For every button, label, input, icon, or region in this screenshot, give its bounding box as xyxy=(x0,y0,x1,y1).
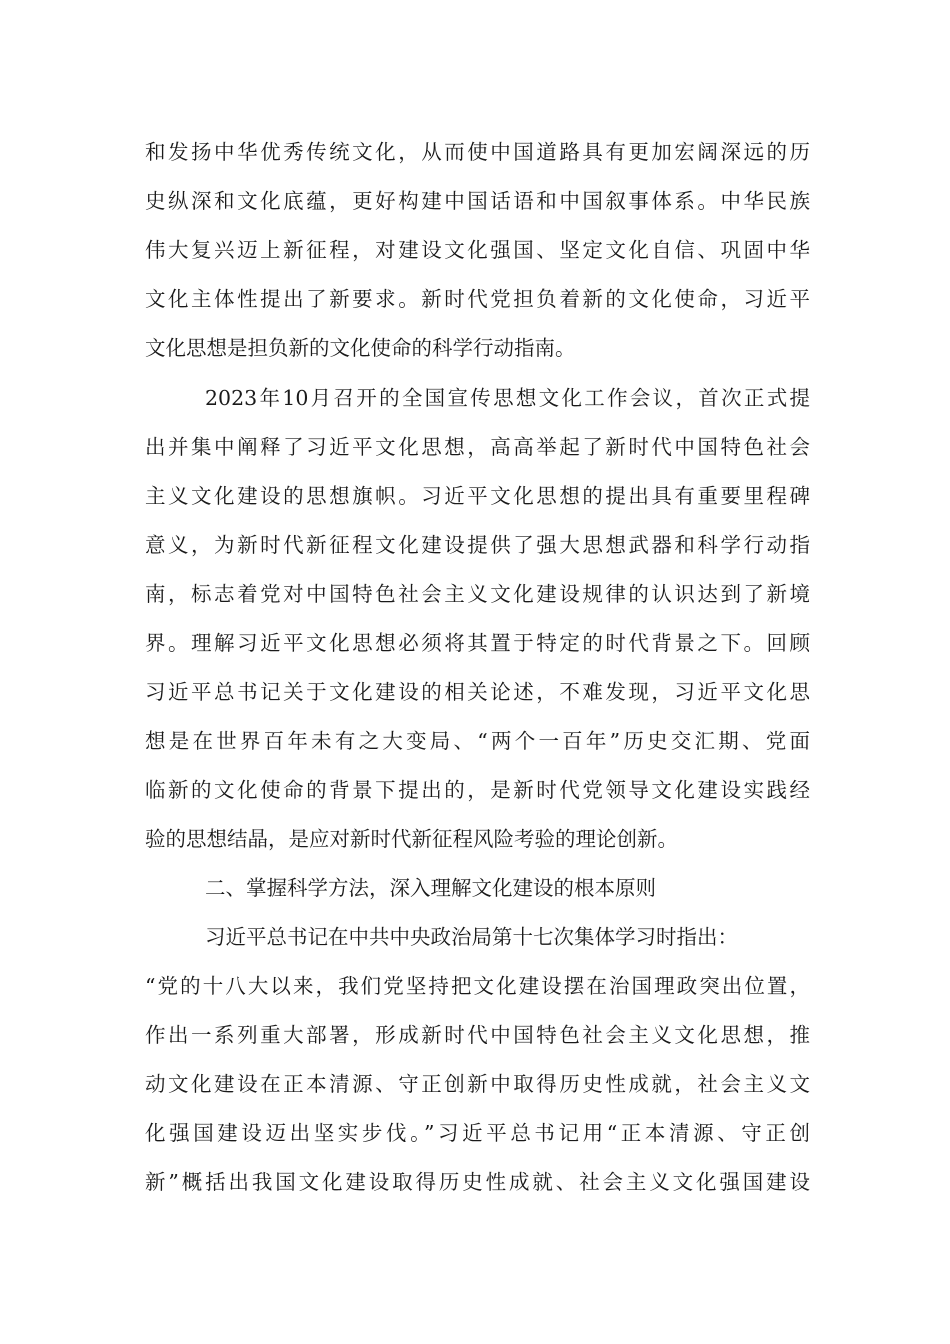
paragraph-2-line-5: 南，标志着党对中国特色社会主义文化建设规律的认识达到了新境 xyxy=(145,582,810,606)
paragraph-3-line-5: 化强国建设迈出坚实步伐。”习近平总书记用“正本清源、守正创 xyxy=(145,1121,810,1145)
section-heading: 二、掌握科学方法，深入理解文化建设的根本原则 xyxy=(205,876,656,900)
paragraph-2-line-8: 想是在世界百年未有之大变局、“两个一百年”历史交汇期、党面 xyxy=(145,729,810,753)
paragraph-1-line-3: 伟大复兴迈上新征程，对建设文化强国、坚定文化自信、巩固中华 xyxy=(145,238,810,262)
paragraph-2-line-7: 习近平总书记关于文化建设的相关论述，不难发现，习近平文化思 xyxy=(145,680,810,704)
paragraph-2-line-1: 2023年10月召开的全国宣传思想文化工作会议，首次正式提 xyxy=(205,386,810,410)
paragraph-3-line-1: 习近平总书记在中共中央政治局第十七次集体学习时指出： xyxy=(205,925,738,949)
paragraph-3-line-2: “党的十八大以来，我们党坚持把文化建设摆在治国理政突出位置， xyxy=(145,974,810,998)
paragraph-2-line-10: 验的思想结晶，是应对新时代新征程风险考验的理论创新。 xyxy=(145,827,678,851)
paragraph-3-line-3: 作出一系列重大部署，形成新时代中国特色社会主义文化思想，推 xyxy=(145,1023,810,1047)
paragraph-1-line-4: 文化主体性提出了新要求。新时代党担负着新的文化使命，习近平 xyxy=(145,287,810,311)
paragraph-3-line-6: 新”概括出我国文化建设取得历史性成就、社会主义文化强国建设 xyxy=(145,1170,810,1194)
paragraph-1-line-2: 史纵深和文化底蕴，更好构建中国话语和中国叙事体系。中华民族 xyxy=(145,189,810,213)
paragraph-2-line-9: 临新的文化使命的背景下提出的，是新时代党领导文化建设实践经 xyxy=(145,778,810,802)
paragraph-3-line-4: 动文化建设在正本清源、守正创新中取得历史性成就，社会主义文 xyxy=(145,1072,810,1096)
paragraph-1-line-5: 文化思想是担负新的文化使命的科学行动指南。 xyxy=(145,336,576,360)
paragraph-2-line-2: 出并集中阐释了习近平文化思想，高高举起了新时代中国特色社会 xyxy=(145,435,810,459)
paragraph-2-line-3: 主义文化建设的思想旗帜。习近平文化思想的提出具有重要里程碑 xyxy=(145,484,810,508)
paragraph-2-line-6: 界。理解习近平文化思想必须将其置于特定的时代背景之下。回顾 xyxy=(145,631,810,655)
paragraph-2-line-4: 意义，为新时代新征程文化建设提供了强大思想武器和科学行动指 xyxy=(145,533,810,557)
paragraph-1-line-1: 和发扬中华优秀传统文化，从而使中国道路具有更加宏阔深远的历 xyxy=(145,140,810,164)
